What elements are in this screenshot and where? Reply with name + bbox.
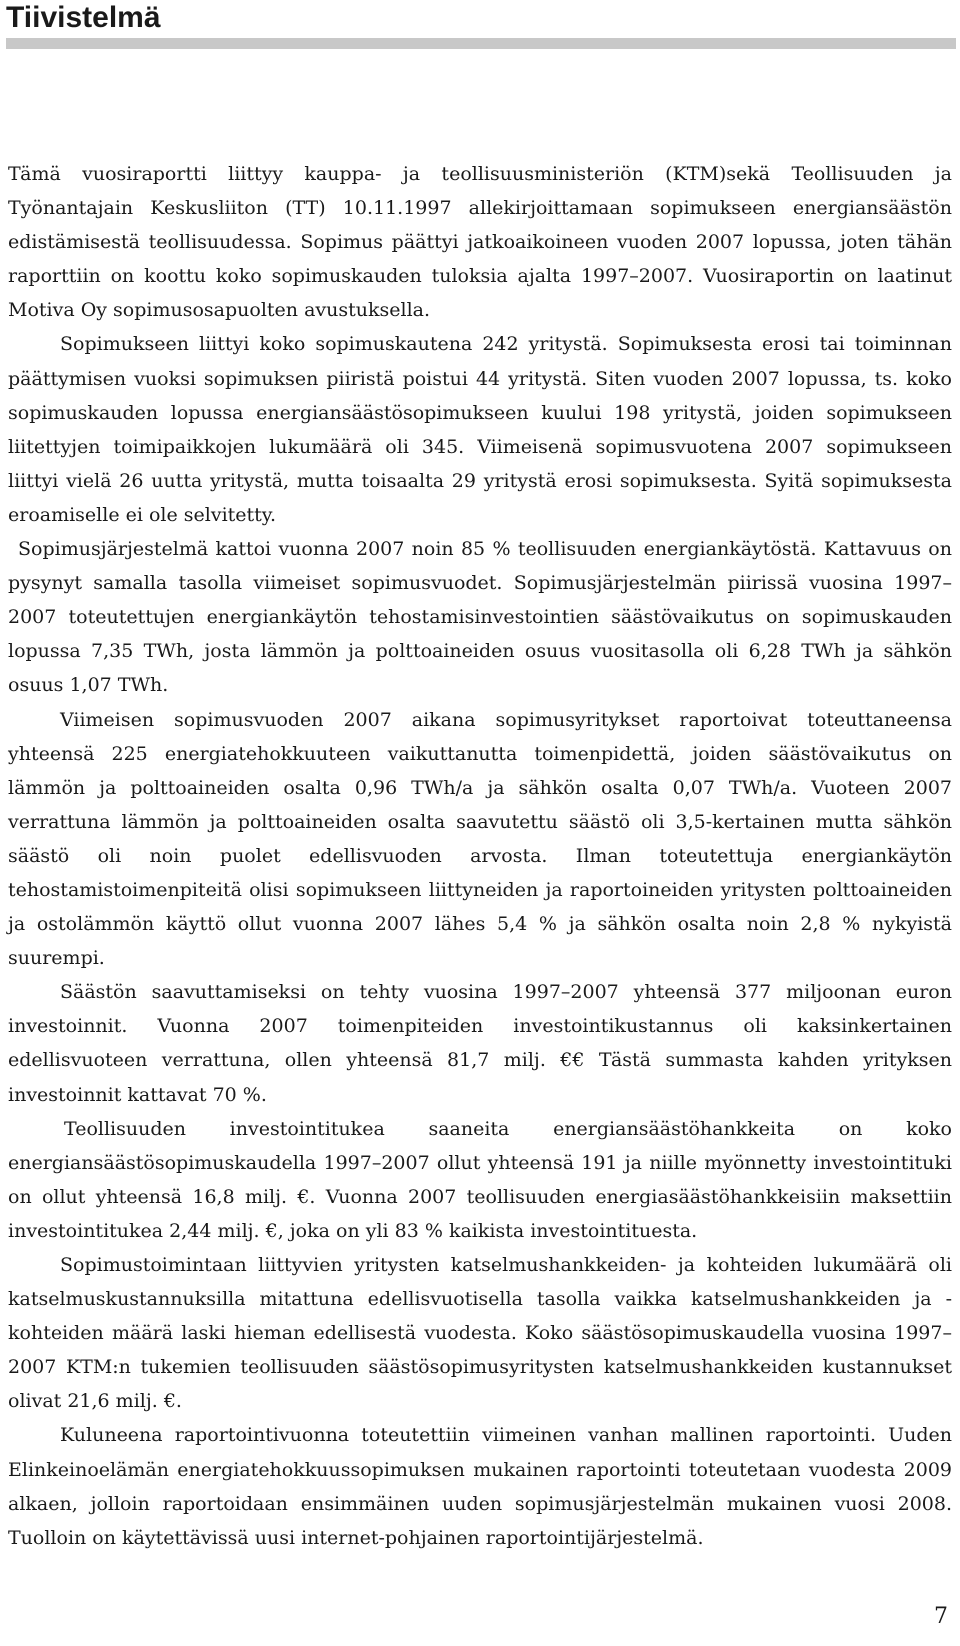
paragraph-investment-support: Teollisuuden investointitukea saaneita energiansäästöhankkeita on koko energiansäästösopimuskaudella 1997–2007 ollut yhteensä 191 ja niille myönnetty investointituki on ollut yhteensä 16,8 milj. €. Vuonna 2007 teollisuuden energiasäästöhankkeisiin maksettiin investointitukea 2,44 milj. €, joka on yli 83 % kaikista investointituesta. xyxy=(8,1117,952,1242)
page-title: Tiivistelmä xyxy=(6,1,161,34)
paragraph-audits: Sopimustoimintaan liittyvien yritysten katselmushankkeiden- ja kohteiden lukumäärä oli katselmuskustannuksilla mitattuna edellisvuotisella tasolla vaikka katselmushankkeiden ja -kohteiden määrä laski hieman edellisestä vuodesta. Koko säästösopimuskaudella vuosina 1997–2007 KTM:n tukemien teollisuuden säästösopimusyritysten katselmushankkeiden kustannukset olivat 21,6 milj. €. xyxy=(8,1254,952,1413)
paragraph-intro: Tämä vuosiraportti liittyy kauppa- ja teollisuusministeriön (KTM)sekä Teollisuuden ja Työnantajain Keskusliiton (TT) 10.11.1997 allekirjoittamaan sopimukseen energiansäästön edistämisestä teollisuudessa. Sopimus päättyi jatkoaikoineen vuoden 2007 lopussa, joten tähän raporttiin on koottu koko sopimuskauden tuloksia ajalta 1997–2007. Vuosiraportin on laatinut Motiva Oy sopimusosapuolten avustuksella. xyxy=(8,163,952,322)
page-number: 7 xyxy=(934,1604,948,1629)
summary-body xyxy=(8,157,952,1555)
title-rule xyxy=(6,38,956,49)
paragraph-coverage: Sopimusjärjestelmä kattoi vuonna 2007 noin 85 % teollisuuden energiankäytöstä. Kattavuus on pysynyt samalla tasolla viimeiset sopimusvuodet. Sopimusjärjestelmän piirissä vuosina 1997–2007 toteutettujen energiankäytön tehostamisinvestointien säästövaikutus on sopimuskauden lopussa 7,35 TWh, josta lämmön ja polttoaineiden osuus vuositasolla oli 6,28 TWh ja sähkön osuus 1,07 TWh. xyxy=(8,538,952,697)
paragraph-reporting: Kuluneena raportointivuonna toteutettiin viimeinen vanhan mallinen raportointi. Uuden Elinkeinoelämän energiatehokkuussopimuksen mukainen raportointi toteutetaan vuodesta 2009 alkaen, jolloin raportoidaan ensimmäinen uuden sopimusjärjestelmän mukainen vuosi 2008. Tuolloin on käytettävissä uusi internet-pohjainen raportointijärjestelmä. xyxy=(8,1424,952,1549)
paragraph-last-year-measures: Viimeisen sopimusvuoden 2007 aikana sopimusyritykset raportoivat toteuttaneensa yhteensä 225 energiatehokkuuteen vaikuttanutta toimenpidettä, joiden säästövaikutus on lämmön ja polttoaineiden osalta 0,96 TWh/a ja sähkön osalta 0,07 TWh/a. Vuoteen 2007 verrattuna lämmön ja polttoaineiden osalta saavutettu säästö oli 3,5-kertainen mutta sähkön säästö oli noin puolet edellisvuoden arvosta. Ilman toteutettuja energiankäytön tehostamistoimenpiteitä olisi sopimukseen liittyneiden ja raportoineiden yritysten polttoaineiden ja ostolämmön käyttö ollut vuonna 2007 lähes 5,4 % ja sähkön osalta noin 2,8 % nykyistä suurempi. xyxy=(8,708,952,970)
paragraph-companies: Sopimukseen liittyi koko sopimuskautena 242 yritystä. Sopimuksesta erosi tai toiminnan päättymisen vuoksi sopimuksen piiristä poistui 44 yritystä. Siten vuoden 2007 lopussa, ts. koko sopimuskauden lopussa energiansäästösopimukseen kuului 198 yritystä, joiden sopimukseen liitettyjen toimipaikkojen lukumäärä oli 345. Viimeisenä sopimusvuotena 2007 sopimukseen liittyi vielä 26 uutta yritystä, mutta toisaalta 29 yritystä erosi sopimuksesta. Syitä sopimuksesta eroamiselle ei ole selvitetty. xyxy=(8,333,952,526)
paragraph-investments: Säästön saavuttamiseksi on tehty vuosina 1997–2007 yhteensä 377 miljoonan euron investoinnit. Vuonna 2007 toimenpiteiden investointikustannus oli kaksinkertainen edellisvuoteen verrattuna, ollen yhteensä 81,7 milj. €€ Tästä summasta kahden yrityksen investoinnit kattavat 70 %. xyxy=(8,981,952,1106)
